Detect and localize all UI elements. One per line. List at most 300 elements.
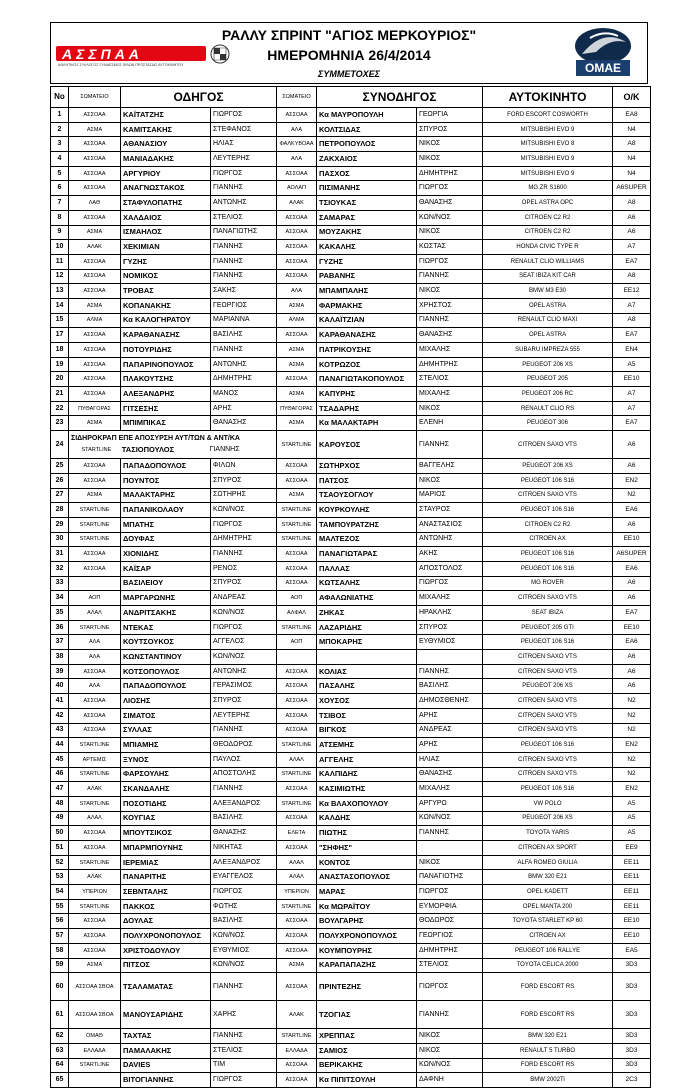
- codriver-surname: ΜΑΡΑΣ: [317, 885, 417, 900]
- driver-club: ΑΣΜΑ: [69, 416, 121, 431]
- entry-number: 57: [51, 929, 69, 944]
- codriver-club: ΑΣΣΟΑΑ: [277, 547, 317, 562]
- codriver-club: ΑΣΣΟΑΑ: [277, 225, 317, 240]
- driver-club: ΑΣΣΟΑΑ: [69, 284, 121, 299]
- driver-firstname: ΣΑΚΗΣ: [211, 284, 277, 299]
- car-class: N2: [613, 767, 651, 782]
- table-row: [51, 767, 651, 782]
- car-model: RENAULT 5 TURBO: [483, 1043, 613, 1058]
- table-row: [51, 811, 651, 826]
- car-model: SEAT IBIZA: [483, 606, 613, 621]
- driver-surname: ΚΑΪΤΑΤΖΗΣ: [121, 108, 211, 123]
- driver-firstname: ΓΙΩΡΓΟΣ: [211, 620, 277, 635]
- codriver-surname: ΠΑΝΑΓΙΩΤΑΡΑΣ: [317, 547, 417, 562]
- driver-surname: ΚΑΡΑΘΑΝΑΣΗΣ: [121, 328, 211, 343]
- codriver-firstname: ΝΙΚΟΣ: [417, 152, 483, 167]
- codriver-club: ΑΣΣΟΑΑ: [277, 269, 317, 284]
- car-class: EE11: [613, 855, 651, 870]
- col-club: ΣΩΜΑΤΕΙΟ: [69, 87, 121, 108]
- codriver-firstname: ΝΙΚΟΣ: [417, 284, 483, 299]
- codriver-firstname: ΕΛΕΝΗ: [417, 416, 483, 431]
- driver-surname: ΚΑΜΙΤΣΑΚΗΣ: [121, 122, 211, 137]
- driver-surname: ΒΑΣΙΛΕΙΟΥ: [121, 576, 211, 591]
- col-codriver: ΣΥΝΟΔΗΓΟΣ: [317, 87, 483, 108]
- car-model: CITROEN SAXO VTS: [483, 708, 613, 723]
- driver-firstname: ΣΠΥΡΟΣ: [211, 473, 277, 488]
- driver-firstname: ΜΑΡΙΑΝΝΑ: [211, 313, 277, 328]
- codriver-club: ΑΣΣΟΑΑ: [277, 679, 317, 694]
- driver-club: STARTLINE: [69, 767, 121, 782]
- entry-number: 50: [51, 826, 69, 841]
- driver-club: [69, 576, 121, 591]
- driver-firstname: ΚΩΝ/ΝΟΣ: [211, 503, 277, 518]
- car-model: SEAT IBIZA KIT CAR: [483, 269, 613, 284]
- driver-club: ΑΣΣΟΑΑ: [69, 328, 121, 343]
- codriver-surname: ΜΠΑΜΠΑΛΗΣ: [317, 284, 417, 299]
- entry-number: 51: [51, 841, 69, 856]
- codriver-club: [277, 650, 317, 665]
- car-class: EE9: [613, 841, 651, 856]
- entry-number: 7: [51, 196, 69, 211]
- driver-surname: ΤΡΟΒΑΣ: [121, 284, 211, 299]
- codriver-firstname: ΜΙΧΑΛΗΣ: [417, 591, 483, 606]
- car-model: OPEL ASTRA: [483, 328, 613, 343]
- car-model: BMW 320 E21: [483, 870, 613, 885]
- driver-firstname: ΑΠΟΣΤΟΛΗΣ: [211, 767, 277, 782]
- driver-firstname: ΕΥΘΥΜΙΟΣ: [211, 943, 277, 958]
- codriver-surname: ΠΙΣΙΜΑΝΗΣ: [317, 181, 417, 196]
- codriver-surname: ΤΑΜΠΟΥΡΑΤΖΗΣ: [317, 517, 417, 532]
- entry-number: 30: [51, 532, 69, 547]
- codriver-surname: ΠΑΤΡΙΚΟΥΣΗΣ: [317, 343, 417, 358]
- codriver-firstname: ΘΑΝΑΣΗΣ: [417, 767, 483, 782]
- driver-surname: ΠΟΛΥΧΡΟΝΟΠΟΥΛΟΣ: [121, 929, 211, 944]
- car-class: EA7: [613, 416, 651, 431]
- codriver-club: ΑΣΣΟΑΑ: [277, 459, 317, 474]
- driver-surname: ΑΛΕΞΑΝΔΡΗΣ: [121, 387, 211, 402]
- codriver-club: ΑΣΜΑ: [277, 343, 317, 358]
- car-model: PEUGEOT 206 XS: [483, 459, 613, 474]
- codriver-surname: ΤΣΙΒΟΣ: [317, 708, 417, 723]
- driver-firstname: ΓΙΩΡΓΟΣ: [211, 166, 277, 181]
- codriver-club: ΦΑΛΚΥΒΟΑΑ: [277, 137, 317, 152]
- codriver-club: ΑΣΜΑ: [277, 488, 317, 503]
- driver-club: ΑΣΣΟΑΑ: [69, 826, 121, 841]
- car-model: MITSUBISHI EVO 9: [483, 166, 613, 181]
- car-class: A6SUPER: [613, 547, 651, 562]
- car-class: N4: [613, 122, 651, 137]
- entry-number: 17: [51, 328, 69, 343]
- car-class: A5: [613, 811, 651, 826]
- entry-number: 54: [51, 885, 69, 900]
- table-row: [51, 122, 651, 137]
- driver-surname: ΠΟΣΟΤΙΔΗΣ: [121, 796, 211, 811]
- table-row: [51, 387, 651, 402]
- driver-surname: ΑΡΓΥΡΙΟΥ: [121, 166, 211, 181]
- driver-firstname: ΣΤΕΛΙΟΣ: [211, 210, 277, 225]
- codriver-firstname: ΓΙΩΡΓΟΣ: [417, 973, 483, 1001]
- driver-firstname: ΧΑΡΗΣ: [211, 1001, 277, 1029]
- car-class: EA6: [613, 635, 651, 650]
- driver-firstname: ΓΙΑΝΝΗΣ: [211, 973, 277, 1001]
- car-model: CITROEN AX: [483, 929, 613, 944]
- entry-number: 1: [51, 108, 69, 123]
- driver-firstname: ΓΕΡΑΣΙΜΟΣ: [211, 679, 277, 694]
- car-model: CITROEN SAXO VTS: [483, 650, 613, 665]
- codriver-surname: ΚΟΛΙΑΣ: [317, 664, 417, 679]
- driver-club: ΑΛΑΚ: [69, 240, 121, 255]
- codriver-surname: ΖΗΚΑΣ: [317, 606, 417, 621]
- codriver-club: STARTLINE: [277, 738, 317, 753]
- entry-number: 26: [51, 473, 69, 488]
- codriver-surname: ΚΑΣΙΜΙΩΤΗΣ: [317, 782, 417, 797]
- car-class: 3D3: [613, 1029, 651, 1044]
- table-row: [51, 1029, 651, 1044]
- driver-firstname: ΔΗΜΗΤΡΗΣ: [211, 532, 277, 547]
- car-model: MG ZR S1600: [483, 181, 613, 196]
- codriver-firstname: ΑΝΑΣΤΑΣΙΟΣ: [417, 517, 483, 532]
- entries-table: [50, 86, 651, 1088]
- entry-number: 12: [51, 269, 69, 284]
- table-row: [51, 298, 651, 313]
- driver-club: ΑΣΣΟΑΑ: [69, 708, 121, 723]
- driver-surname: ΚΩΝΣΤΑΝΤΙΝΟΥ: [121, 650, 211, 665]
- car-model: SUBARU IMPREZA 555: [483, 343, 613, 358]
- driver-surname: ΦΑΡΣΟΥΛΗΣ: [121, 767, 211, 782]
- codriver-firstname: ΕΥΘΥΜΙΟΣ: [417, 635, 483, 650]
- car-class: EA6: [613, 503, 651, 518]
- car-class: EA6: [613, 561, 651, 576]
- car-class: EE10: [613, 532, 651, 547]
- driver-club: ΑΛΑΚ: [69, 782, 121, 797]
- driver-surname: ΚΟΥΤΣΟΥΚΟΣ: [121, 635, 211, 650]
- codriver-club: STARTLINE: [277, 796, 317, 811]
- codriver-surname: ΚΟΥΡΚΟΥΛΗΣ: [317, 503, 417, 518]
- car-class: EE11: [613, 870, 651, 885]
- car-class: A6: [613, 431, 651, 459]
- table-row: [51, 137, 651, 152]
- driver-club: ΑΣΣΟΑΑ: [69, 108, 121, 123]
- driver-firstname: ΚΩΝ/ΝΟΣ: [211, 606, 277, 621]
- codriver-surname: ΠΙΩΤΗΣ: [317, 826, 417, 841]
- table-row: [51, 328, 651, 343]
- driver-surname: ΠΑΚΚΟΣ: [121, 899, 211, 914]
- codriver-firstname: ΔΗΜΗΤΡΗΣ: [417, 357, 483, 372]
- driver-surname: ΣΕΒΝΤΑΛΗΣ: [121, 885, 211, 900]
- driver-surname: ΚΟΠΑΝΑΚΗΣ: [121, 298, 211, 313]
- car-model: PEUGEOT 206 RC: [483, 387, 613, 402]
- driver-club: ΑΣΣΟΑΑ: [69, 694, 121, 709]
- driver-firstname: ΒΑΣΙΛΗΣ: [211, 811, 277, 826]
- entry-number: 65: [51, 1073, 69, 1088]
- codriver-surname: Κα ΜΑΛΑΚΤΑΡΗ: [317, 416, 417, 431]
- car-model: CITROEN SAXO VTS: [483, 488, 613, 503]
- table-row: [51, 664, 651, 679]
- car-model: FORD ESCORT RS: [483, 1058, 613, 1073]
- car-class: 3D3: [613, 1058, 651, 1073]
- table-row: [51, 210, 651, 225]
- car-model: CITROEN SAXO VTS: [483, 591, 613, 606]
- codriver-surname: ΤΣΑΟΥΣΟΓΛΟΥ: [317, 488, 417, 503]
- car-class: EE10: [613, 929, 651, 944]
- car-model: PEUGEOT 206 XS: [483, 357, 613, 372]
- driver-surname: ΧΙΟΝΙΔΗΣ: [121, 547, 211, 562]
- car-model: BMW M3 E30: [483, 284, 613, 299]
- driver-firstname: ΓΙΩΡΓΟΣ: [211, 108, 277, 123]
- driver-club: ΑΣΜΑ: [69, 488, 121, 503]
- car-class: 3D3: [613, 1001, 651, 1029]
- codriver-club: ΑΣΣΟΑΑ: [277, 240, 317, 255]
- car-model: FORD ESCORT RS: [483, 973, 613, 1001]
- driver-club: ΑΣΣΟΑΑ ΣΒΟΑ: [69, 1001, 121, 1029]
- table-row: [51, 841, 651, 856]
- car-class: A7: [613, 298, 651, 313]
- entry-number: 41: [51, 694, 69, 709]
- table-row: [51, 401, 651, 416]
- car-class: EA7: [613, 254, 651, 269]
- car-model: ALFA ROMEO GIULIA: [483, 855, 613, 870]
- codriver-surname: ΡΑΒΑΝΗΣ: [317, 269, 417, 284]
- car-model: CITROEN SAXO VTS: [483, 723, 613, 738]
- entry-number: 4: [51, 152, 69, 167]
- entry-number: 22: [51, 401, 69, 416]
- table-row: [51, 591, 651, 606]
- table-row: [51, 635, 651, 650]
- entry-number: 21: [51, 387, 69, 402]
- driver-club: STARTLINE: [69, 517, 121, 532]
- car-class: N2: [613, 752, 651, 767]
- driver-surname: ΚΟΤΣΟΠΟΥΛΟΣ: [121, 664, 211, 679]
- table-row: [51, 431, 651, 459]
- car-class: A6: [613, 517, 651, 532]
- codriver-surname: ΦΑΡΜΑΚΗΣ: [317, 298, 417, 313]
- car-model: OPEL ASTRA OPC: [483, 196, 613, 211]
- codriver-surname: ΠΡΙΝΤΕΖΗΣ: [317, 973, 417, 1001]
- codriver-club: ΑΣΣΟΑΑ: [277, 166, 317, 181]
- codriver-firstname: ΒΑΣΙΛΗΣ: [417, 679, 483, 694]
- entry-number: 19: [51, 357, 69, 372]
- codriver-club: ΥΠΕΡΙΩΝ: [277, 885, 317, 900]
- codriver-firstname: ΓΙΑΝΝΗΣ: [417, 313, 483, 328]
- driver-club: ΑΣΣΟΑΑ: [69, 181, 121, 196]
- codriver-surname: ΖΑΚΧΑΙΟΣ: [317, 152, 417, 167]
- car-model: MITSUBISHI EVO 9: [483, 122, 613, 137]
- table-row: [51, 459, 651, 474]
- driver-firstname: ΠΑΝΑΓΙΩΤΗΣ: [211, 225, 277, 240]
- car-model: PEUGEOT 206 XS: [483, 811, 613, 826]
- car-model: VW POLO: [483, 796, 613, 811]
- codriver-firstname: ΣΤΕΛΙΟΣ: [417, 958, 483, 973]
- car-class: N4: [613, 166, 651, 181]
- car-model: PEUGEOT 106 RALLYE: [483, 943, 613, 958]
- entry-number: 14: [51, 298, 69, 313]
- codriver-club: ΑΣΣΟΑΑ: [277, 841, 317, 856]
- codriver-surname: ΠΕΤΡΟΠΟΥΛΟΣ: [317, 137, 417, 152]
- codriver-surname: ΚΑΡΑΠΑΠΑΖΗΣ: [317, 958, 417, 973]
- car-model: CITROEN SAXO VTS: [483, 664, 613, 679]
- driver-surname: ΠΑΜΑΛΑΚΗΣ: [121, 1043, 211, 1058]
- entry-number: 9: [51, 225, 69, 240]
- event-date: ΗΜΕΡΟΜΗΝΙΑ 26/4/2014: [267, 47, 431, 63]
- car-model: PEUGEOT 206 XS: [483, 679, 613, 694]
- codriver-surname: ΚΟΥΜΠΟΥΡΗΣ: [317, 943, 417, 958]
- driver-surname: ΠΑΠΑΝΙΚΟΛΑΟΥ: [121, 503, 211, 518]
- driver-club: ΑΛΑ: [69, 650, 121, 665]
- entry-number: 60: [51, 973, 69, 1001]
- entry-number: 56: [51, 914, 69, 929]
- entry-number: 44: [51, 738, 69, 753]
- codriver-surname: "ΣΗΦΗΣ": [317, 841, 417, 856]
- car-class: 2C3: [613, 1073, 651, 1088]
- driver-firstname: ΓΙΑΝΝΗΣ: [211, 181, 277, 196]
- driver-surname: ΚΟΥΓΙΑΣ: [121, 811, 211, 826]
- entry-number: 24: [51, 431, 69, 459]
- car-model: PEUGEOT 106 S16: [483, 473, 613, 488]
- table-row: [51, 416, 651, 431]
- table-row: [51, 1073, 651, 1088]
- codriver-surname: ΚΑΛΑΪΤΖΙΑΝ: [317, 313, 417, 328]
- driver-firstname: ΚΩΝ/ΝΟΣ: [211, 650, 277, 665]
- driver-firstname: ΓΙΑΝΝΗΣ: [211, 782, 277, 797]
- col-car: ΑΥΤΟΚΙΝΗΤΟ: [483, 87, 613, 108]
- entry-number: 37: [51, 635, 69, 650]
- car-class: 3D3: [613, 958, 651, 973]
- entry-number: 2: [51, 122, 69, 137]
- car-model: PEUGEOT 306: [483, 416, 613, 431]
- driver-firstname: ΒΑΣΙΛΗΣ: [211, 328, 277, 343]
- driver-club: ΑΣΣΟΑΑ: [69, 841, 121, 856]
- entry-number: 13: [51, 284, 69, 299]
- car-class: EE11: [613, 885, 651, 900]
- codriver-firstname: ΔΗΜΗΤΡΗΣ: [417, 943, 483, 958]
- driver-firstname: ΡΕΝΟΣ: [211, 561, 277, 576]
- codriver-club: ΑΣΣΟΑΑ: [277, 328, 317, 343]
- driver-firstname: ΣΩΤΗΡΗΣ: [211, 488, 277, 503]
- codriver-firstname: ΚΩΝ/ΝΟΣ: [417, 210, 483, 225]
- entry-number: 59: [51, 958, 69, 973]
- entry-number: 55: [51, 899, 69, 914]
- entry-number: 52: [51, 855, 69, 870]
- car-class: A6: [613, 210, 651, 225]
- driver-firstname: ΓΙΑΝΝΗΣ: [211, 547, 277, 562]
- codriver-firstname: ΜΑΡΙΟΣ: [417, 488, 483, 503]
- car-model: FORD ESCORT RS: [483, 1001, 613, 1029]
- codriver-club: STARTLINE: [277, 1029, 317, 1044]
- driver-club: ΑΣΣΟΑΑ: [69, 254, 121, 269]
- codriver-surname: ΜΑΛΤΕΖΟΣ: [317, 532, 417, 547]
- driver-surname: ΠΛΑΚΟΥΤΣΗΣ: [121, 372, 211, 387]
- event-title: ΡΑΛΛΥ ΣΠΡΙΝΤ "ΑΓΙΟΣ ΜΕΡΚΟΥΡΙΟΣ": [221, 27, 477, 43]
- codriver-firstname: ΑΠΟΣΤΟΛΟΣ: [417, 561, 483, 576]
- codriver-surname: ΒΙΓΚΟΣ: [317, 723, 417, 738]
- driver-club: ΠΥΘΑΓΟΡΑΣ: [69, 401, 121, 416]
- entry-number: 45: [51, 752, 69, 767]
- entry-number: 15: [51, 313, 69, 328]
- driver-surname: ΣΙΜΑΤΟΣ: [121, 708, 211, 723]
- table-row: [51, 254, 651, 269]
- codriver-club: ΑΣΣΟΑΑ: [277, 576, 317, 591]
- driver-firstname: ΑΛΕΞΑΝΔΡΟΣ: [211, 796, 277, 811]
- car-class: EE10: [613, 372, 651, 387]
- car-model: RENAULT CLIO RS: [483, 401, 613, 416]
- codriver-firstname: ΝΙΚΟΣ: [417, 225, 483, 240]
- driver-firstname: ΑΛΕΞΑΝΔΡΟΣ: [211, 855, 277, 870]
- codriver-firstname: ΣΠΥΡΟΣ: [417, 620, 483, 635]
- table-row: [51, 1058, 651, 1073]
- car-model: MITSUBISHI EVO 8: [483, 137, 613, 152]
- club-logo-caption: ΑΘΛΗΤΙΚΟΣ ΣΥΛΛΟΓΟΣ ΣΥΝΔΕΣΜΟΣ ΦΙΛΩΝ ΠΡΟΣΤΑΣΙΑΣ ΑΥΤΟΚΙΝΗΤΟΥ: [58, 63, 184, 67]
- col-codriver-club: ΣΩΜΑΤΕΙΟ: [277, 87, 317, 108]
- driver-surname: ΔΟΥΦΑΣ: [121, 532, 211, 547]
- driver-surname: ΓΥΖΗΣ: [121, 254, 211, 269]
- table-row: [51, 284, 651, 299]
- codriver-surname: ΑΦΑΛΩΝΙΑΤΗΣ: [317, 591, 417, 606]
- car-model: OPEL KADETT: [483, 885, 613, 900]
- driver-surname: Κα ΚΑΛΟΓΗΡΑΤΟΥ: [121, 313, 211, 328]
- table-row: [51, 694, 651, 709]
- codriver-firstname: [417, 650, 483, 665]
- table-row: [51, 899, 651, 914]
- car-model: CITROEN SAXO VTS: [483, 752, 613, 767]
- codriver-firstname: ΓΕΩΡΓΙΟΣ: [417, 929, 483, 944]
- col-driver: ΟΔΗΓΟΣ: [121, 87, 277, 108]
- table-row: [51, 855, 651, 870]
- entry-number: 42: [51, 708, 69, 723]
- car-class: A6: [613, 650, 651, 665]
- federation-logo-text: ΟΜΑΕ: [585, 61, 621, 75]
- car-class: A6: [613, 576, 651, 591]
- car-class: EE12: [613, 284, 651, 299]
- table-row: [51, 343, 651, 358]
- codriver-surname: ΠΑΣΧΟΣ: [317, 166, 417, 181]
- codriver-club: ΑΟΠ: [277, 635, 317, 650]
- driver-firstname: ΜΑΝΟΣ: [211, 387, 277, 402]
- driver-surname: ΧΡΙΣΤΟΔΟΥΛΟΥ: [121, 943, 211, 958]
- codriver-surname: ΤΣΑΔΑΡΗΣ: [317, 401, 417, 416]
- driver-firstname: ΛΕΥΤΕΡΗΣ: [211, 152, 277, 167]
- codriver-surname: ΚΑΛΠΙΔΗΣ: [317, 767, 417, 782]
- codriver-club: ΑΛΑΛ: [277, 870, 317, 885]
- car-model: HONDA CIVIC TYPE R: [483, 240, 613, 255]
- codriver-firstname: ΓΙΑΝΝΗΣ: [417, 664, 483, 679]
- sponsor-note: ΣΙΔΗΡΟΚΡΑΠ ΕΠΕ ΑΠΟΣΥΡΣΗ ΑΥΤ/ΤΩΝ & ΑΝΤ/ΚΑ: [71, 434, 240, 442]
- entry-number: 35: [51, 606, 69, 621]
- car-model: PEUGEOT 106 S16: [483, 635, 613, 650]
- driver-surname: ΓΙΤΣΕΣΗΣ: [121, 401, 211, 416]
- codriver-firstname: ΜΙΧΑΛΗΣ: [417, 782, 483, 797]
- entry-number: 47: [51, 782, 69, 797]
- car-model: PEUGEOT 106 S16: [483, 547, 613, 562]
- codriver-club: STARTLINE: [277, 431, 317, 459]
- codriver-surname: ΠΑΣΑΛΗΣ: [317, 679, 417, 694]
- entry-number: 62: [51, 1029, 69, 1044]
- entry-number: 34: [51, 591, 69, 606]
- table-row: [51, 973, 651, 1001]
- driver-firstname: ΠΑΥΛΟΣ: [211, 752, 277, 767]
- driver-club: ΑΣΣΟΑΑ: [69, 914, 121, 929]
- entry-number: 43: [51, 723, 69, 738]
- codriver-surname: Κα ΜΑΥΡΟΠΟΥΛΗ: [317, 108, 417, 123]
- table-row: [51, 547, 651, 562]
- codriver-surname: ΚΑΛΔΗΣ: [317, 811, 417, 826]
- codriver-firstname: ΚΩΝ/ΝΟΣ: [417, 1058, 483, 1073]
- car-model: PEUGEOT 106 S16: [483, 561, 613, 576]
- driver-surname: ΣΥΛΛΑΣ: [121, 723, 211, 738]
- car-model: OPEL MANTA 200: [483, 899, 613, 914]
- driver-surname: ΠΙΤΣΟΣ: [121, 958, 211, 973]
- driver-surname: ΜΑΝΙΑΔΑΚΗΣ: [121, 152, 211, 167]
- codriver-firstname: ΝΙΚΟΣ: [417, 1029, 483, 1044]
